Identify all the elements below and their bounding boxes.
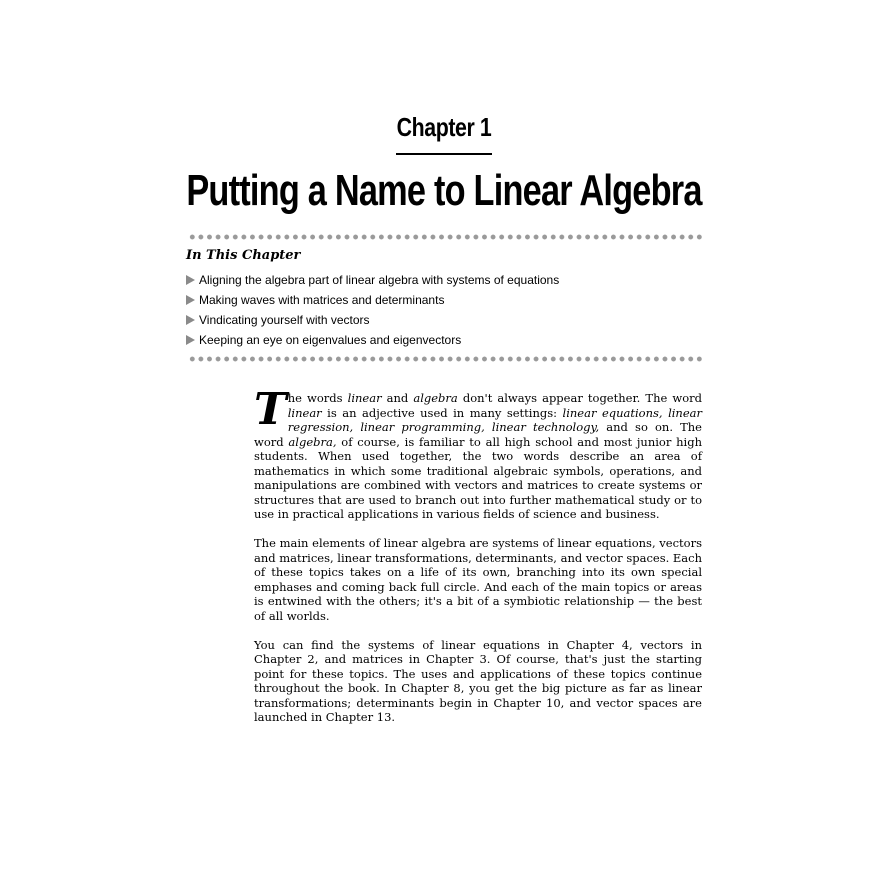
body-paragraph-1 [254, 384, 702, 522]
chapter-body [254, 384, 703, 739]
text-run: and [381, 391, 414, 405]
in-this-chapter-heading: In This Chapter [186, 248, 301, 263]
text-run: is an adjective used in many settings: [321, 405, 563, 420]
body-paragraph-3: You can find the systems of linear equations in Chapter 4, vectors in Chapter 2, and matrices in Chapter 3. Of course, that's just the starting point for these topics. The uses and applications of these topics continue throughout the book. In Chapter 8, you get the big picture as far as linear transformations; determinants begin in Chapter 10, and vector spaces are launched in Chapter 13. [254, 637, 702, 724]
italic-term: linear equations, linear regression, linear programming, linear technology, [287, 405, 702, 434]
triangle-bullet-icon [186, 295, 195, 305]
text-run: don't always appear together. The word [457, 391, 702, 405]
chapter-label: Chapter 1 [396, 112, 492, 142]
body-paragraph-2: The main elements of linear algebra are systems of linear equations, vectors and matrices, linear transformations, determinants, and vector spaces. Each of these topics takes on a life of its own, branching into its own special emphases and coming back full circle. And each of the main topics or areas is entwined with the others; it's a bit of a symbiotic relationship — the best of all worlds. [254, 536, 703, 623]
list-item [186, 310, 559, 330]
list-item-text: Vindicating yourself with vectors [199, 313, 370, 327]
dotted-divider-bottom [188, 356, 704, 362]
italic-term: algebra, [288, 434, 337, 449]
triangle-bullet-icon [186, 335, 195, 345]
triangle-bullet-icon [186, 315, 195, 325]
list-item-text: Making waves with matrices and determinants [199, 293, 445, 307]
italic-term: linear [287, 405, 322, 420]
dotted-divider-top [188, 234, 704, 240]
italic-term: algebra [413, 391, 458, 405]
list-item [186, 330, 559, 350]
chapter-title: Putting a Name to Linear Algebra [186, 166, 702, 215]
list-item-text: Keeping an eye on eigenvalues and eigenvectors [199, 333, 462, 347]
text-run: and so on. The word [254, 420, 702, 449]
list-item [186, 270, 559, 290]
drop-cap: T [254, 384, 287, 435]
text-run: of course, is familiar to all high school and most junior high students. When used together, the two words describe an area of mathematics in which some traditional algebraic symbols, operations, and manipulations are combined with vectors and matrices to create systems or structures that are used to branch out into further mathematical study or to use in practical applications in various fields of science and business. [254, 434, 702, 521]
list-item [186, 290, 559, 310]
chapter-underline [396, 153, 492, 155]
chapter-topics-list [186, 270, 559, 350]
italic-term: linear [347, 391, 382, 405]
triangle-bullet-icon [186, 275, 195, 285]
text-run: he words [287, 391, 348, 405]
list-item-text: Aligning the algebra part of linear algebra with systems of equations [199, 273, 560, 287]
